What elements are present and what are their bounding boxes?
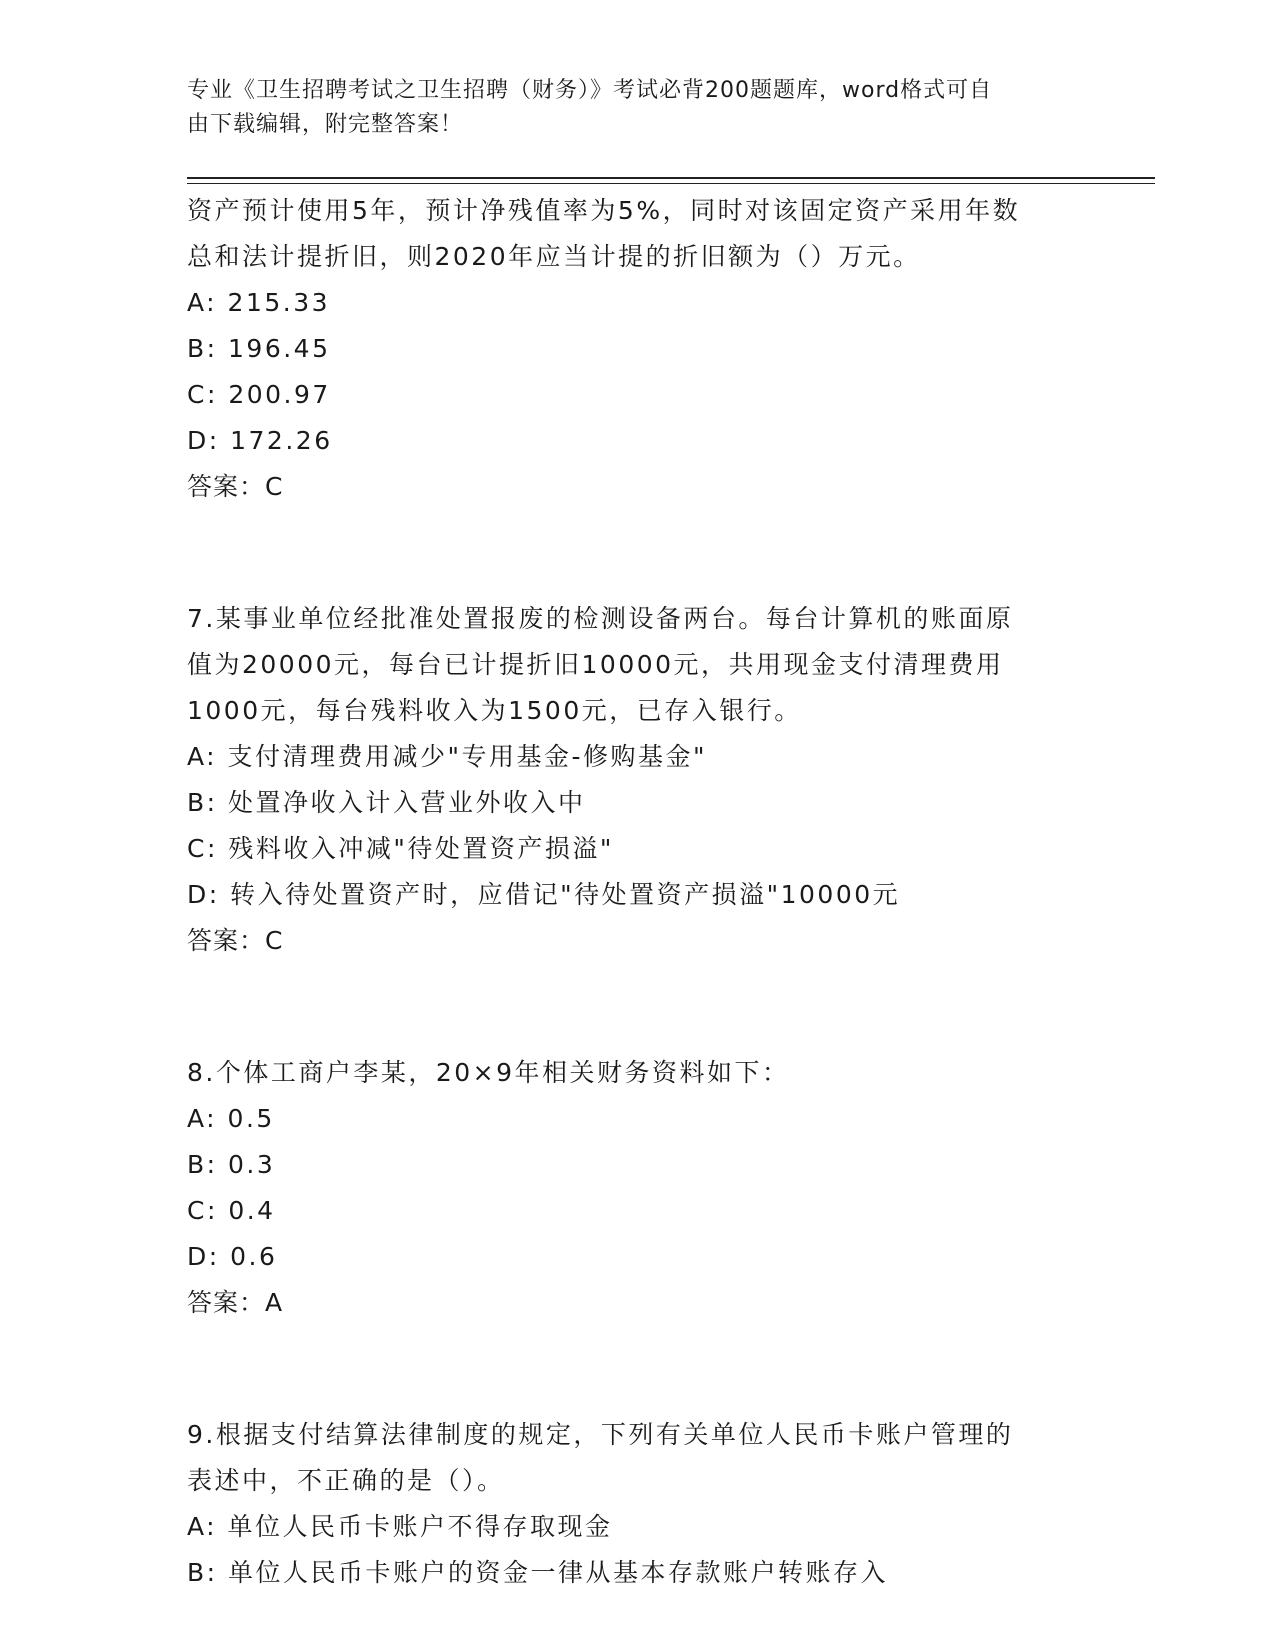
question-8 xyxy=(187,1050,1087,1326)
answer-label: 答案：C xyxy=(187,926,284,955)
option-b: B: 单位人民币卡账户的资金一律从基本存款账户转账存入 xyxy=(187,1558,889,1587)
question-list xyxy=(187,188,1087,1596)
option-b: B: 196.45 xyxy=(187,334,331,363)
option-a: A: 支付清理费用减少"专用基金-修购基金" xyxy=(187,742,708,771)
question-stem-line: 总和法计提折旧，则2020年应当计提的折旧额为（）万元。 xyxy=(187,242,921,271)
answer-label: 答案：C xyxy=(187,472,284,501)
option-d: D: 172.26 xyxy=(187,426,333,455)
option-c: C: 200.97 xyxy=(187,380,331,409)
header-title-line-2: 由下载编辑，附完整答案！ xyxy=(187,112,464,137)
question-stem-line: 资产预计使用5年，预计净残值率为5%，同时对该固定资产采用年数 xyxy=(187,196,1021,225)
header-divider-thin xyxy=(187,183,1155,184)
option-b: B: 0.3 xyxy=(187,1150,276,1179)
question-9 xyxy=(187,1412,1087,1596)
question-stem-line: 表述中，不正确的是（）。 xyxy=(187,1466,505,1495)
question-6 xyxy=(187,188,1087,510)
option-c: C: 0.4 xyxy=(187,1196,276,1225)
question-7 xyxy=(187,596,1087,964)
question-stem-line: 值为20000元，每台已计提折旧10000元，共用现金支付清理费用 xyxy=(187,650,1004,679)
header-title-line-1: 专业《卫生招聘考试之卫生招聘（财务）》考试必背200题题库，word格式可自 xyxy=(187,78,993,103)
option-c: C: 残料收入冲减"待处置资产损溢" xyxy=(187,834,614,863)
document-header xyxy=(187,74,1067,142)
answer-label: 答案：A xyxy=(187,1288,284,1317)
option-d: D: 0.6 xyxy=(187,1242,278,1271)
option-b: B: 处置净收入计入营业外收入中 xyxy=(187,788,586,817)
option-a: A: 单位人民币卡账户不得存取现金 xyxy=(187,1512,613,1541)
option-d: D: 转入待处置资产时，应借记"待处置资产损溢"10000元 xyxy=(187,880,901,909)
question-spacer xyxy=(187,964,1087,1050)
option-a: A: 215.33 xyxy=(187,288,331,317)
question-stem-line: 8.个体工商户李某，20×9年相关财务资料如下： xyxy=(187,1058,790,1087)
question-stem-line: 1000元，每台残料收入为1500元，已存入银行。 xyxy=(187,696,802,725)
question-stem-line: 9.根据支付结算法律制度的规定，下列有关单位人民币卡账户管理的 xyxy=(187,1420,1014,1449)
question-spacer xyxy=(187,510,1087,596)
option-a: A: 0.5 xyxy=(187,1104,275,1133)
question-spacer xyxy=(187,1326,1087,1412)
question-stem-line: 7.某事业单位经批准处置报废的检测设备两台。每台计算机的账面原 xyxy=(187,604,1014,633)
header-divider-thick xyxy=(187,177,1155,179)
